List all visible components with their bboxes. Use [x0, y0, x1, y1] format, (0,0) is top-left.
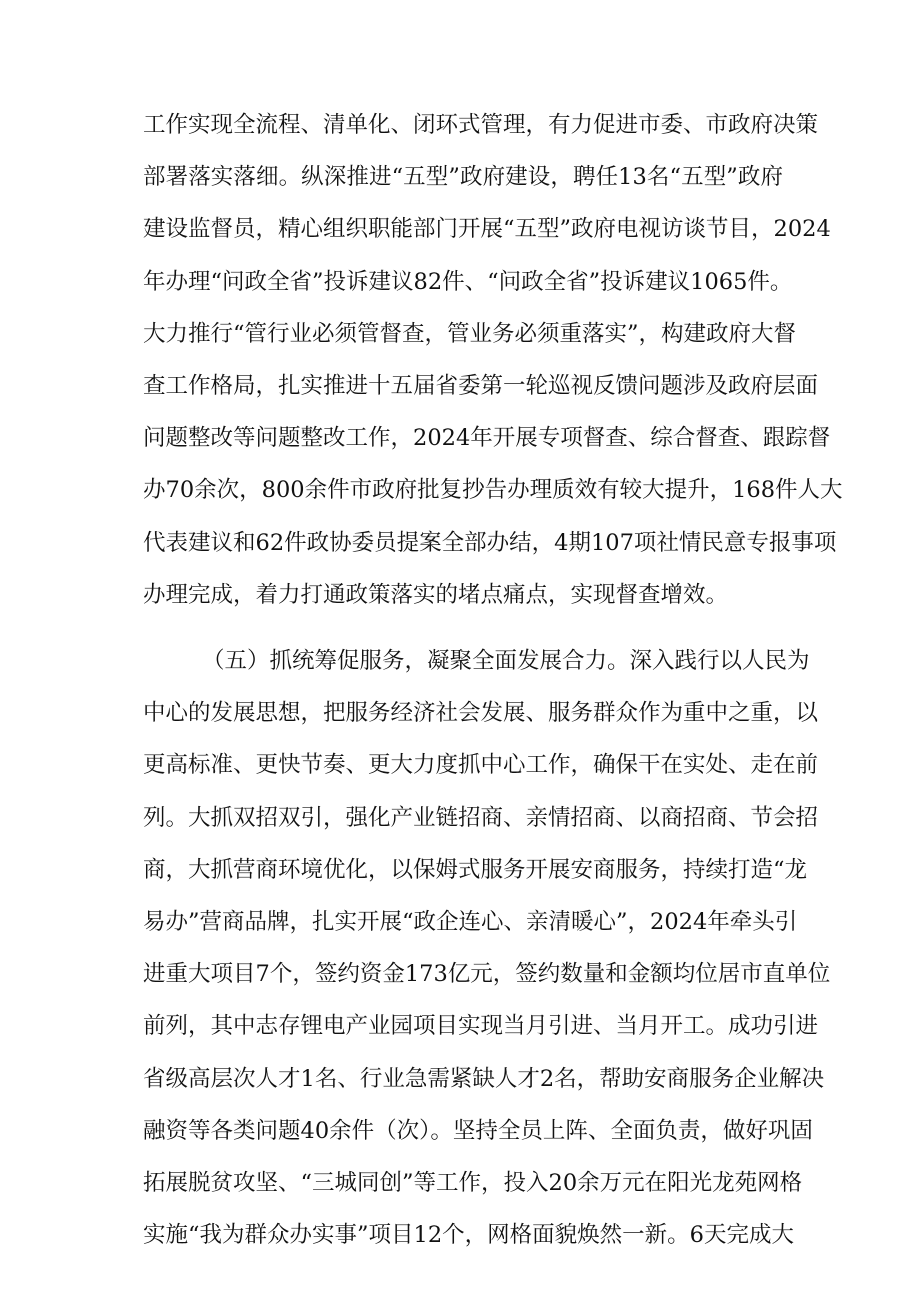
text-line: 实施“我为群众办实事”项目12个，网格面貌焕然一新。6天完成大 — [143, 1222, 794, 1248]
text-line: 易办”营商品牌，扎实开展“政企连心、亲清暖心”，2024年牵头引 — [143, 909, 798, 935]
text-line: 进重大项目7个，签约资金173亿元，签约数量和金额均位居市直单位 — [143, 961, 831, 987]
text-line: 问题整改等问题整改工作，2024年开展专项督查、综合督查、跟踪督 — [143, 425, 831, 451]
text-line: 部署落实落细。纵深推进“五型”政府建设，聘任13名“五型”政府 — [143, 164, 783, 190]
text-line: 办理完成，着力打通政策落实的堵点痛点，实现督查增效。 — [143, 582, 729, 608]
text-line: 列。大抓双招双引，强化产业链招商、亲情招商、以商招商、节会招 — [143, 805, 819, 831]
text-line: 中心的发展思想，把服务经济社会发展、服务群众作为重中之重，以 — [143, 700, 819, 726]
text-line: 办70余次，800余件市政府批复抄告办理质效有较大提升，168件人大 — [143, 477, 843, 503]
text-line: 拓展脱贫攻坚、“三城同创”等工作，投入20余万元在阳光龙苑网格 — [143, 1170, 803, 1196]
text-line: 代表建议和62件政协委员提案全部办结，4期107项社情民意专报事项 — [143, 530, 837, 556]
text-line: 工作实现全流程、清单化、闭环式管理，有力促进市委、市政府决策 — [143, 112, 819, 138]
text-line: 查工作格局，扎实推进十五届省委第一轮巡视反馈问题涉及政府层面 — [143, 373, 819, 399]
text-line: 建设监督员，精心组织职能部门开展“五型”政府电视访谈节目，2024 — [143, 216, 831, 242]
text-line: 融资等各类问题40余件（次）。坚持全员上阵、全面负责，做好巩固 — [143, 1118, 813, 1144]
text-line: 大力推行“管行业必须管督查，管业务必须重落实”，构建政府大督 — [143, 321, 797, 347]
section-heading-line: （五）抓统筹促服务，凝聚全面发展合力。深入践行以人民为 — [202, 648, 810, 674]
text-line: 前列，其中志存锂电产业园项目实现当月引进、当月开工。成功引进 — [143, 1013, 819, 1039]
text-line: 商，大抓营商环境优化，以保姆式服务开展安商服务，持续打造“龙 — [143, 857, 808, 883]
text-line: 省级高层次人才1名、行业急需紧缺人才2名，帮助安商服务企业解决 — [143, 1066, 825, 1092]
text-line: 更高标准、更快节奏、更大力度抓中心工作，确保干在实处、走在前 — [143, 752, 819, 778]
text-line: 年办理“问政全省”投诉建议82件、“问政全省”投诉建议1065件。 — [143, 269, 793, 295]
